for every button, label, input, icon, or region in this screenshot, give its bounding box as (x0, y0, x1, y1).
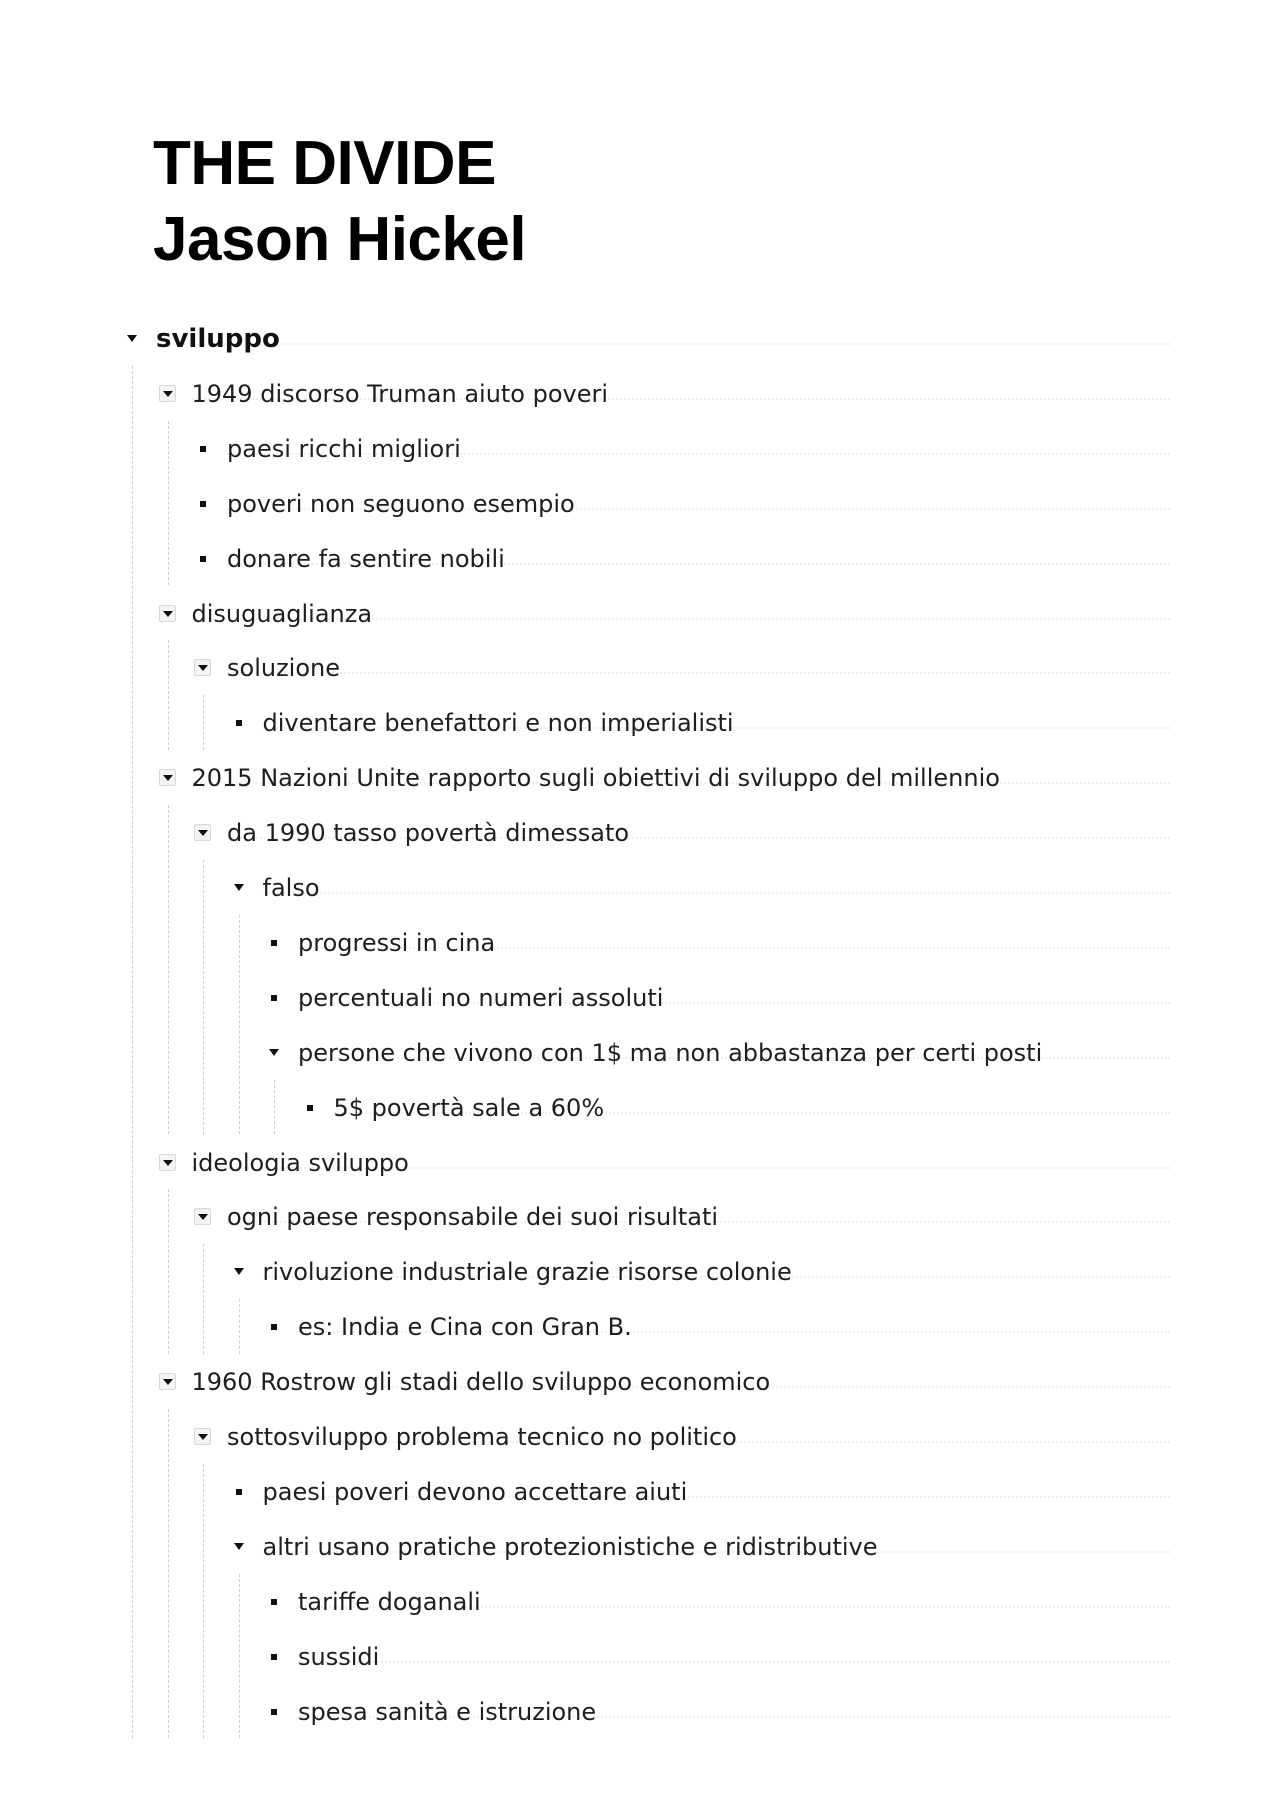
collapse-toggle-icon[interactable] (159, 1373, 176, 1390)
outline-item-label: ogni paese responsabile dei suoi risultati (227, 1203, 719, 1232)
collapse-toggle-icon[interactable] (194, 1208, 211, 1225)
outline-row (0, 374, 1280, 414)
indent-guide (274, 1080, 275, 1135)
outline-row (0, 758, 1280, 798)
square-bullet-icon (307, 1105, 313, 1111)
indent-guide (203, 860, 204, 1135)
indent-guide (239, 1299, 240, 1354)
outline-row (0, 703, 1280, 743)
collapse-toggle-icon[interactable] (159, 769, 176, 786)
outline-item-label: es: India e Cina con Gran B. (298, 1313, 632, 1342)
outline-item-label: rivoluzione industriale grazie risorse colonie (262, 1258, 792, 1287)
indent-guide (168, 1409, 169, 1738)
section-heading: sviluppo (156, 324, 280, 354)
title-line-1: THE DIVIDE (153, 129, 496, 198)
outline-item-label: sussidi (298, 1642, 380, 1671)
outline-item-label: tariffe doganali (298, 1587, 481, 1616)
outline-item-label: altri usano pratiche protezionistiche e ridistributive (262, 1532, 878, 1561)
square-bullet-icon (236, 720, 242, 726)
collapse-toggle-icon[interactable] (234, 1268, 244, 1275)
indent-guide (168, 1189, 169, 1354)
collapse-toggle-icon[interactable] (234, 884, 244, 891)
outline-item-label: poveri non seguono esempio (227, 489, 575, 518)
square-bullet-icon (271, 1709, 277, 1715)
square-bullet-icon (200, 446, 206, 452)
indent-guide (203, 1244, 204, 1354)
square-bullet-icon (271, 940, 277, 946)
indent-guide (132, 366, 133, 1739)
indent-guide (168, 805, 169, 1134)
outline-row (0, 594, 1280, 634)
outline-row (0, 1692, 1280, 1732)
square-bullet-icon (271, 995, 277, 1001)
outline-row (0, 1197, 1280, 1237)
square-bullet-icon (236, 1489, 242, 1495)
square-bullet-icon (271, 1324, 277, 1330)
outline-row (0, 1362, 1280, 1402)
outline-row (0, 539, 1280, 579)
outline-row (0, 923, 1280, 963)
collapse-toggle-icon[interactable] (269, 1049, 279, 1056)
outline-row (0, 1307, 1280, 1347)
square-bullet-icon (200, 556, 206, 562)
row-dotted-guide (227, 672, 1170, 674)
outline-row (0, 1088, 1280, 1128)
collapse-toggle-icon[interactable] (159, 605, 176, 622)
outline-item-label: soluzione (227, 654, 340, 683)
outline-item-label: paesi ricchi migliori (227, 434, 461, 463)
collapse-toggle-icon[interactable] (127, 335, 137, 342)
outline-row (0, 1143, 1280, 1183)
outline-item-label: spesa sanità e istruzione (298, 1697, 597, 1726)
outline-item-label: progressi in cina (298, 928, 496, 957)
square-bullet-icon (271, 1654, 277, 1660)
collapse-toggle-icon[interactable] (194, 659, 211, 676)
outline-item-label: 1960 Rostrow gli stadi dello sviluppo economico (191, 1368, 771, 1397)
outline-item-label: da 1990 tasso povertà dimessato (227, 819, 630, 848)
row-dotted-guide (298, 1661, 1170, 1663)
outline-row (0, 1252, 1280, 1292)
outline-item-label: ideologia sviluppo (191, 1148, 409, 1177)
outline-item-label: 1949 discorso Truman aiuto poveri (191, 379, 609, 408)
row-dotted-guide (156, 343, 1170, 345)
outline-item-label: diventare benefattori e non imperialisti (262, 709, 734, 738)
outline-row (0, 1582, 1280, 1622)
outline-item-label: 2015 Nazioni Unite rapporto sugli obiettivi di sviluppo del millennio (191, 764, 1000, 793)
outline-item-label: falso (262, 874, 320, 902)
indent-guide (239, 1574, 240, 1739)
indent-guide (168, 421, 169, 586)
outline-item-label: 5$ povertà sale a 60% (333, 1093, 605, 1122)
outline-row (0, 429, 1280, 469)
outline-row (0, 1637, 1280, 1677)
outline-row (0, 978, 1280, 1018)
collapse-toggle-icon[interactable] (159, 1154, 176, 1171)
collapse-toggle-icon[interactable] (159, 385, 176, 402)
outline-row (0, 484, 1280, 524)
outline-row (0, 319, 1280, 359)
outline-row (0, 1527, 1280, 1567)
outline-item-label: sottosviluppo problema tecnico no politico (227, 1423, 737, 1451)
row-dotted-guide (263, 892, 1171, 894)
outline-item-label: percentuali no numeri assoluti (298, 983, 664, 1012)
outline-row (0, 1472, 1280, 1512)
outline-item-label: persone che vivono con 1$ ma non abbastanza per certi posti (298, 1038, 1043, 1067)
square-bullet-icon (271, 1599, 277, 1605)
collapse-toggle-icon[interactable] (194, 824, 211, 841)
outline-row (0, 813, 1280, 853)
outline-item-label: donare fa sentire nobili (227, 544, 505, 573)
indent-guide (203, 1464, 204, 1739)
collapse-toggle-icon[interactable] (234, 1543, 244, 1550)
outline-item-label: disuguaglianza (191, 599, 373, 628)
indent-guide (168, 640, 169, 750)
collapse-toggle-icon[interactable] (194, 1428, 211, 1445)
outline-row (0, 648, 1280, 688)
outline-row (0, 1033, 1280, 1073)
outline-row (0, 868, 1280, 908)
outline-item-label: paesi poveri devono accettare aiuti (262, 1477, 688, 1506)
outline-row (0, 1417, 1280, 1457)
square-bullet-icon (200, 501, 206, 507)
title-line-2: Jason Hickel (153, 205, 527, 274)
indent-guide (203, 695, 204, 750)
indent-guide (239, 915, 240, 1135)
